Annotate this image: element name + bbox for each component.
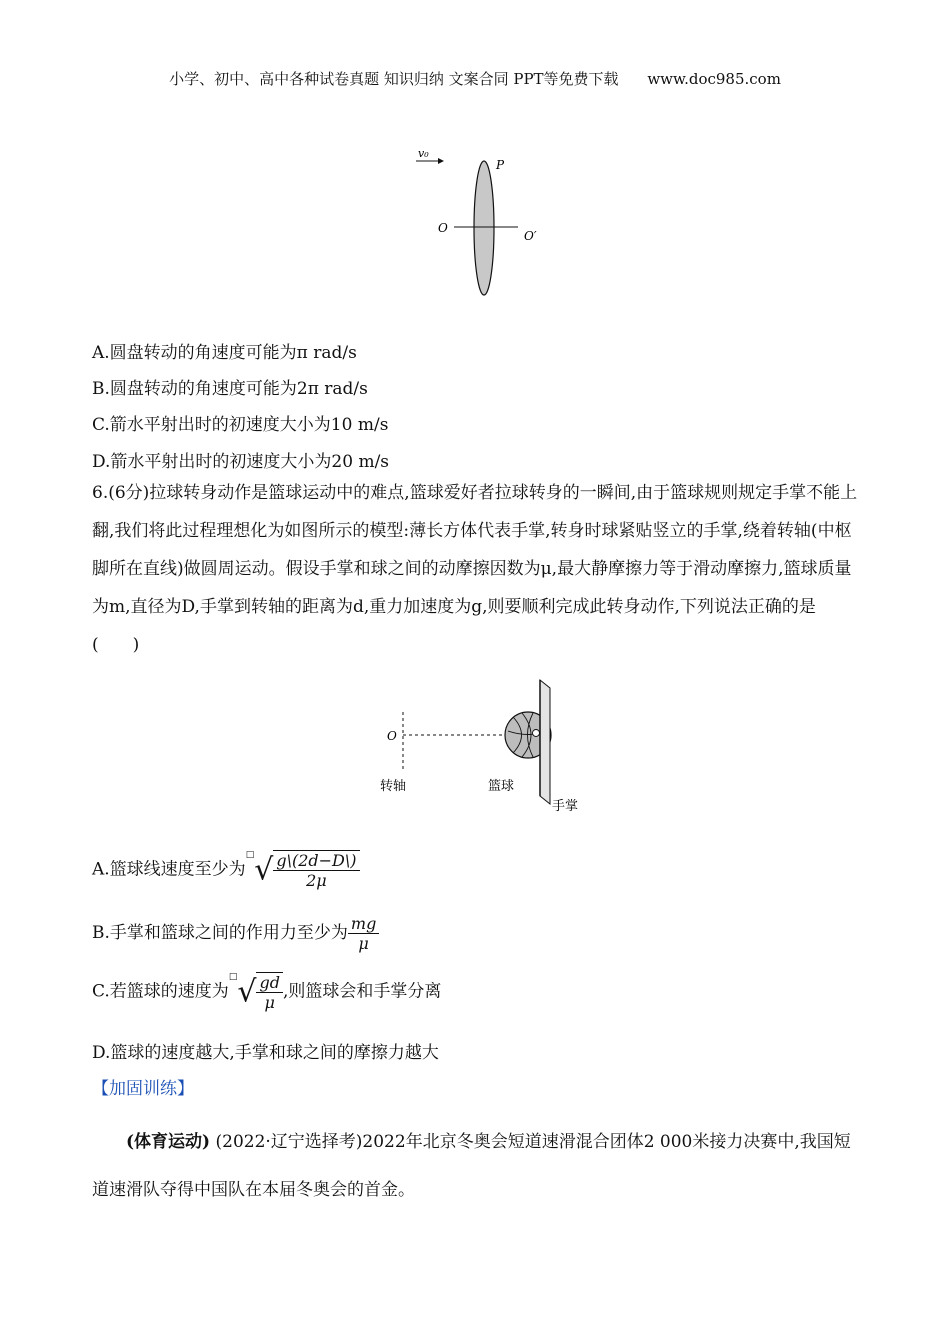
header-text: 小学、初中、高中各种试卷真题 知识归纳 文案合同 PPT等免费下载 [169,70,619,88]
q6-option-b-prefix: B.手掌和篮球之间的作用力至少为 [92,923,348,943]
sqrt-c: √ $\frac{gd}{\mu}$ [237,972,283,1012]
sqrt-a: √ $\frac{g\backslash(2d-D\backslash)}{2\mu}$ [254,850,359,890]
q6-option-a-prefix: A.篮球线速度至少为 [92,859,246,880]
q6-option-c-suffix: ,则篮球会和手掌分离 [282,981,442,1002]
disc-shape [474,161,494,295]
q6-b-denominator: μ [358,934,369,953]
q5-option-c: C.箭水平射出时的初速度大小为10 m/s [92,415,389,435]
fig2-o-label: O [387,729,397,743]
section-title: 【加固训练】 [92,1079,194,1099]
q6-option-c: C.若篮球的速度为□√ $\frac{gd}{\mu}$ ,则篮球会和手掌分离 [92,972,442,1012]
q6-option-a: A.篮球线速度至少为□√ $\frac{g\backslash(2d-D\backslash)}{2\mu}$ [92,850,360,890]
o-prime-label: O′ [524,229,537,243]
section-text: (2022·辽宁选择考)2022年北京冬奥会短道速滑混合团体2 000米接力决赛中,我国短道速滑队夺得中国队在本届冬奥会的首金。 [92,1132,851,1200]
section-paragraph [92,1118,862,1214]
q6-option-c-prefix: C.若篮球的速度为 [92,981,229,1002]
q5-option-b: B.圆盘转动的角速度可能为2π rad/s [92,379,368,399]
basketball-figure [370,676,590,821]
palm-board [540,680,550,804]
disc-figure [410,145,560,305]
q6-option-d: D.篮球的速度越大,手掌和球之间的摩擦力越大 [92,1043,439,1063]
p-label: P [496,158,505,172]
q5-option-a: A.圆盘转动的角速度可能为π rad/s [92,343,357,363]
q6-stem: 6.(6分)拉球转身动作是篮球运动中的难点,篮球爱好者拉球转身的一瞬间,由于篮球规则规定手掌不能上翻,我们将此过程理想化为如图所示的模型:薄长方体代表手掌,转身时球紧贴竖立的手掌,绕着转轴(中枢脚所在直线)做圆周运动。假设手掌和球之间的动摩擦因数为μ,最大静摩擦力等于滑动摩擦力,篮球质量为m,直径为D,手掌到转轴的距离为d,重力加速度为g,则要顺利完成此转身动作,下列说法正确的是( ) [92,483,858,655]
page-header [0,68,950,89]
q6-option-b [92,914,379,953]
q6-c-numerator: gd [256,973,282,993]
contact-point [533,730,540,737]
q6-a-numerator: g\(2d−D\) [273,851,359,871]
v0-label: v₀ [418,147,429,160]
header-url[interactable]: www.doc985.com [647,70,781,88]
q6-c-denominator: μ [264,993,275,1012]
q6-b-numerator: mg [348,914,379,934]
q5-option-d: D.箭水平射出时的初速度大小为20 m/s [92,452,390,472]
palm-label: 手掌 [552,799,579,814]
v0-arrowhead [438,158,444,164]
q6-a-denominator: 2μ [306,871,327,890]
axis-label: 转轴 [380,779,407,794]
o-label: O [438,221,448,235]
ball-label: 篮球 [488,779,515,794]
section-tag: (体育运动) [126,1132,211,1152]
